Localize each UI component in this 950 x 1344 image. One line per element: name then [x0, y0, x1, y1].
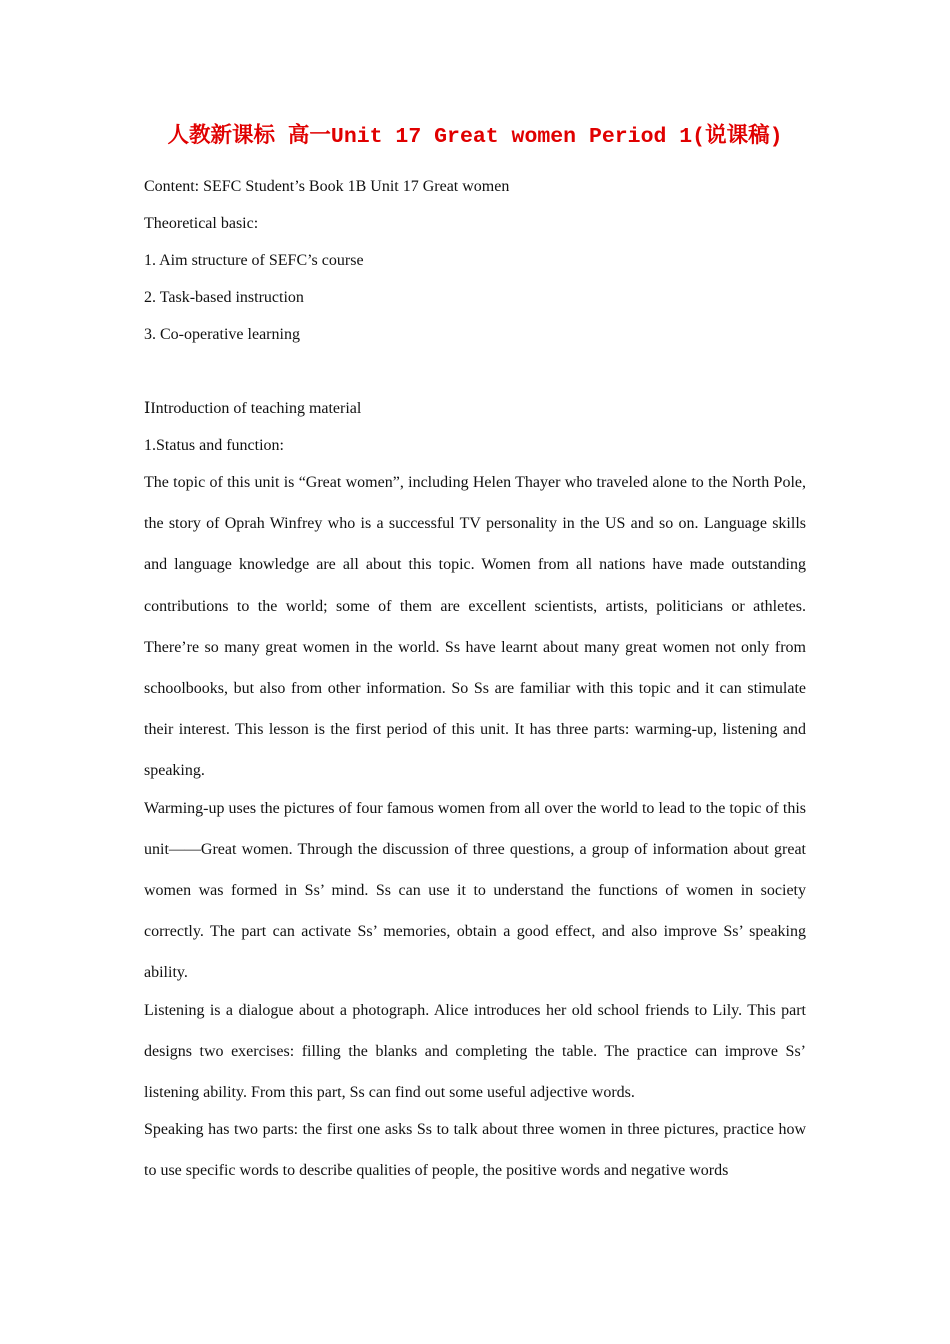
page-title: 人教新课标 高一Unit 17 Great women Period 1(说课稿) [167, 125, 783, 149]
blank-line [144, 353, 806, 390]
document-body [144, 168, 806, 1190]
subsection-heading: 1.Status and function: [144, 437, 284, 454]
theoretical-item: 1. Aim structure of SEFC’s course [144, 252, 364, 269]
paragraph-listening: Listening is a dialogue about a photograph. Alice introduces her old school friends to Lily. This part designs two exercises: filling the blanks and completing the table. The practice can improve Ss’ listening ability. From this part, Ss can find out some useful adjective words. [144, 1001, 806, 1102]
theoretical-item: 2. Task-based instruction [144, 289, 304, 306]
paragraph-topic: The topic of this unit is “Great women”, including Helen Thayer who traveled alone to the North Pole, the story of Oprah Winfrey who is a successful TV personality in the US and so on. Language skills and language knowledge are all about this topic. Women from all nations have made outstanding contributions to the world; some of them are excellent scientists, artists, politicians or athletes. There’re so many great women in the world. Ss have learnt about many great women not only from schoolbooks, but also from other information. So Ss are familiar with this topic and it can stimulate their interest. This lesson is the first period of this unit. It has three parts: warming-up, listening and speaking. [144, 474, 806, 780]
content-line: Content: SEFC Student’s Book 1B Unit 17 Great women [144, 178, 510, 195]
section-heading: ⅠIntroduction of teaching material [144, 400, 362, 417]
paragraph-warming-up: Warming-up uses the pictures of four famous women from all over the world to lead to the topic of this unit——Great women. Through the discussion of three questions, a group of information about great women was formed in Ss’ mind. Ss can use it to understand the functions of women in society correctly. The part can activate Ss’ memories, obtain a good effect, and also improve Ss’ speaking ability. [144, 799, 806, 982]
paragraph-speaking: Speaking has two parts: the first one asks Ss to talk about three women in three pictures, practice how to use specific words to describe qualities of people, the positive words and negative words [144, 1121, 806, 1180]
theoretical-heading: Theoretical basic: [144, 215, 259, 232]
theoretical-item: 3. Co-operative learning [144, 326, 300, 343]
